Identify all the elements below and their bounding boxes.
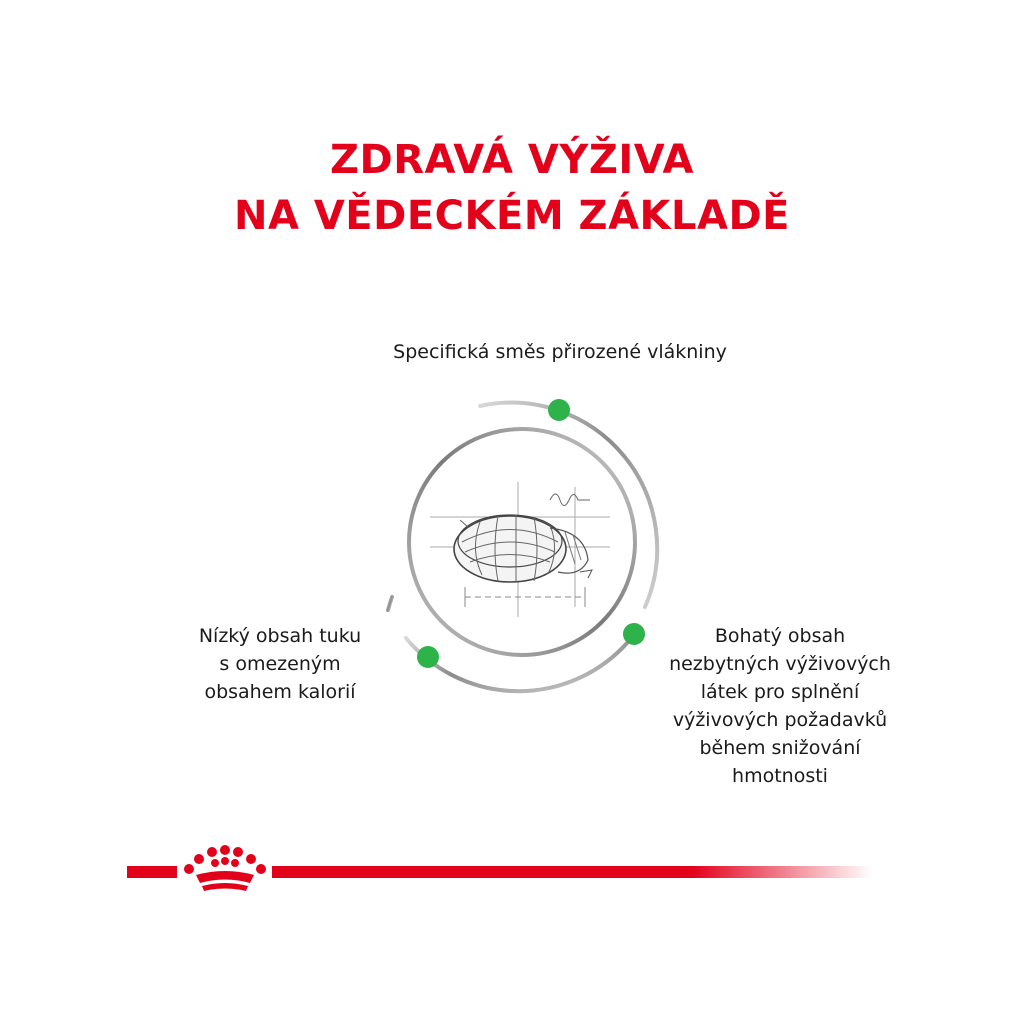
benefit-diagram xyxy=(370,392,690,712)
headline xyxy=(0,132,1024,244)
benefit-nutrients-line-1: Bohatý obsah xyxy=(714,625,846,647)
headline-line-2: NA VĚDECKÉM ZÁKLADĚ xyxy=(233,193,790,239)
benefit-nutrients-line-4: výživových požadavků xyxy=(672,709,888,731)
benefit-low-fat-line-1: Nízký obsah tuku xyxy=(198,625,362,647)
benefit-nutrients-line-5: během snižování xyxy=(699,737,861,759)
green-dot-icon-top xyxy=(548,399,570,421)
benefit-fiber-line-1: Specifická směs přirozené vlákniny xyxy=(393,341,727,363)
benefit-nutrients-line-3: látek pro splnění xyxy=(700,681,860,703)
green-dot-icon-right xyxy=(623,623,645,645)
brand-footer-bar xyxy=(0,845,1024,905)
benefit-nutrients-line-6: hmotnosti xyxy=(732,765,828,787)
benefit-fiber xyxy=(300,338,820,366)
benefit-low-fat-line-2: s omezeným xyxy=(219,653,341,675)
outer-ring-arc-left xyxy=(388,597,392,610)
red-bar-right xyxy=(272,866,872,878)
benefit-low-fat xyxy=(160,622,400,706)
red-bar-left xyxy=(127,866,177,878)
crown-logo-icon xyxy=(184,845,266,891)
benefit-nutrients-line-2: nezbytných výživových xyxy=(669,653,891,675)
headline-line-1: ZDRAVÁ VÝŽIVA xyxy=(330,137,694,183)
green-dot-icon-left xyxy=(417,646,439,668)
benefit-low-fat-line-3: obsahem kalorií xyxy=(204,681,356,703)
